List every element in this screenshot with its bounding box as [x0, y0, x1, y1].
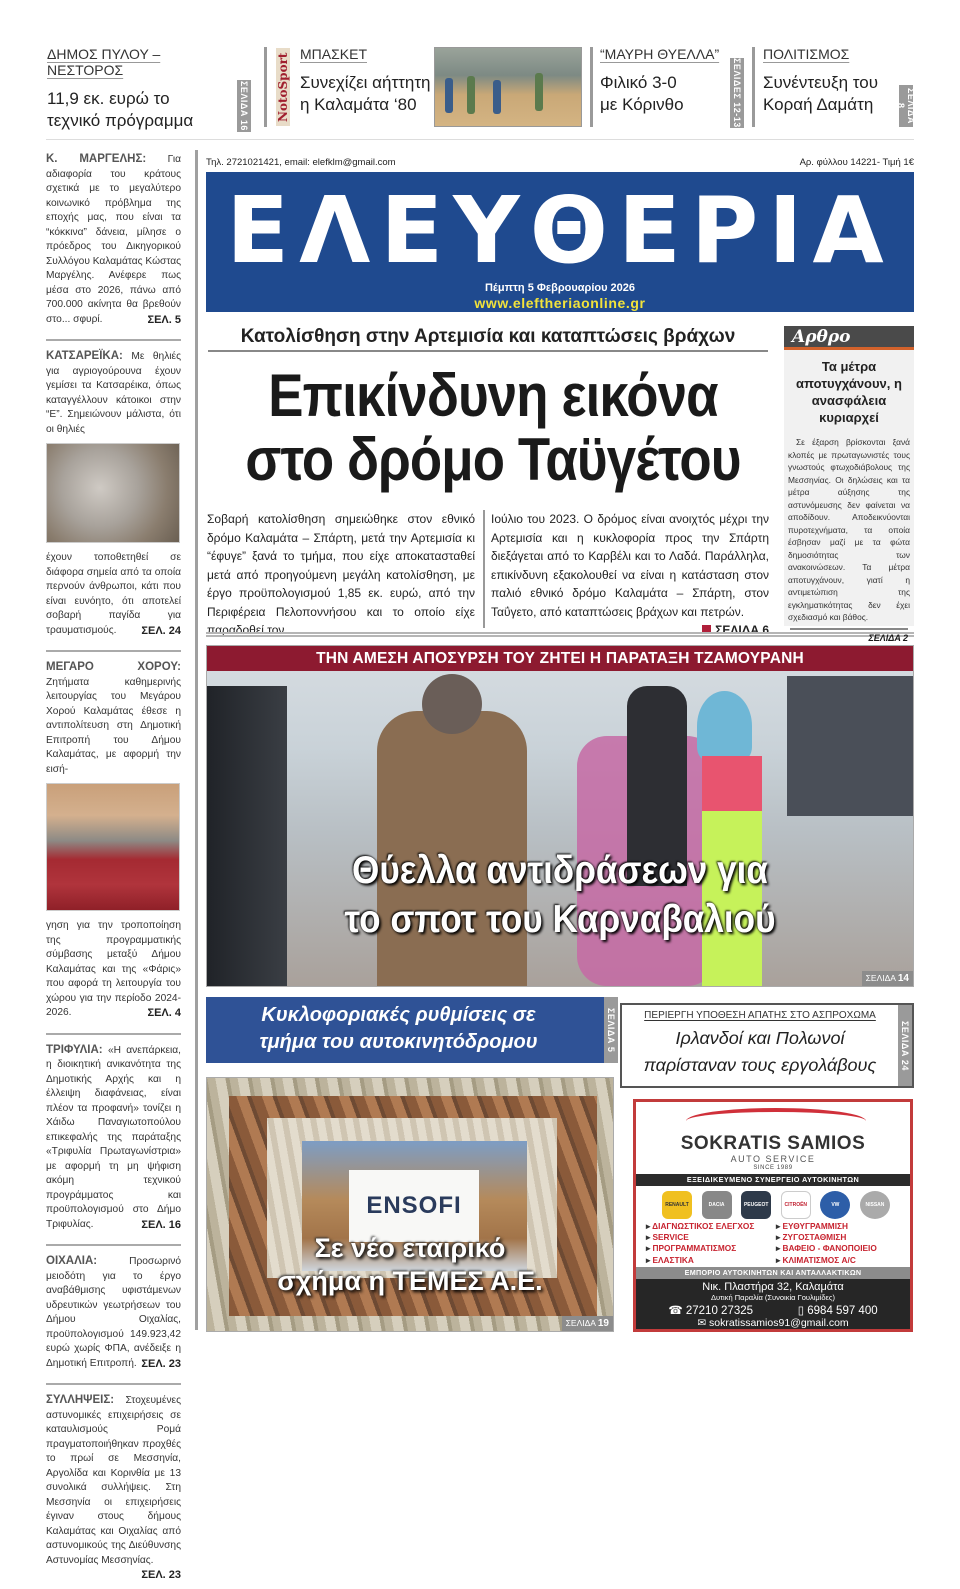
dacia-logo-icon: DACIA — [702, 1191, 732, 1219]
teaser-basket[interactable] — [300, 46, 435, 132]
nissan-logo-icon: NISSAN — [860, 1191, 890, 1219]
story-banner: ΤΗΝ ΑΜΕΣΗ ΑΠΟΣΥΡΣΗ ΤΟΥ ΖΗΤΕΙ Η ΠΑΡΑΤΑΞΗ ΤΖΑΜΟΥΡΑΝΗ — [207, 646, 913, 671]
news-briefs-column — [46, 152, 181, 1589]
teaser-title: Συνέντευξη του Κοραή Δαμάτη — [763, 73, 878, 114]
basketball-photo — [434, 47, 582, 127]
man-head-shape — [422, 674, 482, 734]
page-tab: ΣΕΛΙΔΑ 16 — [239, 81, 249, 131]
divider — [46, 650, 181, 652]
brief-item[interactable]: ΚΑΤΣΑΡΕΪΚΑ: Με θηλιές για αγριογούρουνα έχουν γεμίσει τα Κατσαρέικα, όπως καταγγέλλουν κάτοικοι στην “Ε”. Σημειώνουν μάλιστα, ότι οι θηλιές έχουν τοποθετηθεί σε διάφορα σημεία από τα οποία περνούν άνθρωποι, κάτι που είναι ευνόητο, ότι αποτελεί σοβαρή παγίδα για τραυματισμούς. ΣΕΛ. 24 — [46, 350, 181, 637]
divider — [46, 1244, 181, 1246]
car-brand-logos — [662, 1191, 890, 1219]
page-tab: ΣΕΛΙΔΑ 24 — [898, 1005, 912, 1086]
ad-specialty: ΕΞΕΙΔΙΚΕΥΜΕΝΟ ΣΥΝΕΡΓΕΙΟ ΑΥΤΟΚΙΝΗΤΩΝ — [636, 1174, 910, 1186]
ad-address-detail: Δυτική Παραλία (Συνοικία Γουλιμίδες) — [710, 1293, 836, 1302]
lead-kicker: Κατολίσθηση στην Αρτεμισία και καταπτώσεις βράχων — [208, 326, 768, 352]
page-ref: ΣΕΛΙΔΑ 19 — [562, 1316, 613, 1331]
citroen-logo-icon: CITROËN — [781, 1191, 811, 1219]
car-swoosh-icon — [686, 1108, 866, 1134]
woman-top-shape — [702, 756, 762, 811]
teaser-pylos[interactable] — [47, 46, 227, 132]
newspaper-logo: ΕΛΕΥΘΕΡΙΑ — [226, 177, 894, 284]
woman-hair-shape — [697, 691, 752, 761]
renault-logo-icon: RENAULT — [662, 1191, 692, 1219]
traffic-story[interactable] — [206, 997, 616, 1063]
auto-service-ad[interactable] — [633, 1099, 913, 1332]
page-ref: ΣΕΛΙΔΑ 14 — [862, 971, 913, 986]
page-ref[interactable]: ΣΕΛΙΔΑ 6 — [702, 621, 769, 640]
ad-address: Νικ. Πλαστήρα 32, Καλαμάτα — [702, 1281, 844, 1293]
vw-logo-icon: VW — [820, 1191, 850, 1219]
ad-email[interactable]: ✉ sokratissamios91@gmail.com — [697, 1317, 849, 1329]
ad-mobile[interactable]: ▯ 6984 597 400 — [797, 1305, 878, 1317]
teaser-politismos[interactable] — [763, 46, 893, 132]
boar-trap-photo — [46, 443, 180, 543]
lead-body-col1: Σοβαρή κατολίσθηση σημειώθηκε στον εθνικό δρόμο Καλαμάτα – Σπάρτη, μετά την Αρτεμισία κι “έφυγε” ξανά το τμήμα, που είχε αποκατασταθεί μετά από προηγούμενη μεγάλη κατολίσθηση, με έργο προϋπολογισμού 1,85 εκ. ευρώ, από την Περιφέρεια Πελοποννήσου και το οποίο είχε παραδοθεί τον — [207, 512, 475, 637]
lead-headline[interactable]: Επικίνδυνη εικόνα στο δρόμο Ταϋγέτου — [245, 362, 741, 493]
column-rule — [195, 150, 198, 1330]
page-tab: ΣΕΛΙΔΑ 5 — [604, 997, 618, 1063]
divider — [46, 1033, 181, 1035]
temes-caption: Σε νέο εταιρικό σχήμα η ΤΕΜΕΣ Α.Ε. — [277, 1233, 543, 1296]
lead-body-col2: Ιούλιο του 2023. Ο δρόμος είναι ανοιχτός μέχρι την Αρτεμισία και η κυκλοφορία προς την Σπάρτη διεξάγεται από το Καρβέλι και το Λαδά. Παράλληλα, επικίνδυνη εξακολουθεί να είναι η κατάσταση στον παλιό εθνικό δρόμο Καλαμάτα – Σπάρτη, στον Ταΰγετο, από καταπτώσεις βράχων και πετρών. ΣΕΛΙΔΑ 6 — [491, 510, 769, 640]
peugeot-logo-icon: PEUGEOT — [741, 1191, 771, 1219]
ad-since: SINCE 1989 — [753, 1165, 793, 1171]
article-label: Αρθρο — [784, 326, 914, 350]
teaser-kicker: ΠΟΛΙΤΙΣΜΟΣ — [763, 46, 850, 62]
teaser-kicker: ΔΗΜΟΣ ΠΥΛΟΥ – ΝΕΣΤΟΡΟΣ — [47, 46, 161, 78]
ad-trade: ΕΜΠΟΡΙΟ ΑΥΤΟΚΙΝΗΤΩΝ ΚΑΙ ΑΝΤΑΛΛΑΚΤΙΚΩΝ — [636, 1267, 910, 1279]
mail-icon: ✉ — [697, 1317, 710, 1329]
fraud-title: Ιρλανδοί και Πολωνοί παρίσταναν τους εργολάβους — [643, 1028, 877, 1075]
opinion-article[interactable] — [784, 326, 914, 643]
divider — [46, 139, 914, 140]
page-ref: ΣΕΛΙΔΑ 2 — [790, 628, 908, 643]
fraud-story[interactable] — [620, 1003, 914, 1088]
page-tab: ΣΕΛΙΔΑ 8 — [899, 85, 913, 127]
divider — [46, 1383, 181, 1385]
brief-item[interactable]: ΜΕΓΑΡΟ ΧΟΡΟΥ: Ζητήματα καθημερινής λειτουργίας του Μεγάρου Χορού Καλαμάτας έθεσε η αντιπολίτευση στη Δημοτική Επιτροπή του Δήμου Καλαμάτας, με αφορμή την εισή- γηση για την τροποποίηση της προγραμματικής σύμβασης μεταξύ Δήμου Καλαμάτας και της «Φάρις» που αφορά τη λειτουργία του χώρου για την περίοδο 2024-2026. ΣΕΛ. 4 — [46, 661, 181, 1019]
divider — [752, 47, 755, 127]
divider — [264, 47, 267, 127]
ad-subtitle: AUTO SERVICE — [730, 1154, 816, 1164]
contact-info: Τηλ. 2721021421, email: elefklm@gmail.com — [206, 157, 396, 168]
brief-item[interactable]: ΣΥΛΛΗΨΕΙΣ: Στοχευμένες αστυνομικές επιχειρήσεις σε καταυλισμούς Ρομά πραγματοποιήθηκαν προχθές το πρωί σε Μεσσηνία, Αργολίδα και Κορινθία με 13 συνολικά συλλήψεις. Στη Μεσσηνία οι επιχειρήσεις έγιναν στους δήμους Καλαμάτας και Οιχαλίας από αστυνομικούς της Διεύθυνσης Αστυνομίας Μεσσηνίας. ΣΕΛ. 23 — [46, 1394, 181, 1581]
divider — [590, 47, 593, 127]
brief-item[interactable]: Κ. ΜΑΡΓΕΛΗΣ: Για αδιαφορία του κράτους σχετικά με το μεγαλύτερο κοινωνικό πρόβλημα της εποχής μας, που είναι τα “κόκκινα” δάνεια, μίλησε ο πρόεδρος του Δικηγορικού Συλλόγου Καλαμάτας Κώστας Μαργέλης. Ανέφερε πως μέσα στο 2026, πάνω από 700.000 ακίνητα θα βρεθούν στο... σφυρί. ΣΕΛ. 5 — [46, 153, 181, 326]
ad-phone[interactable]: ☎ 27210 27325 — [668, 1305, 754, 1317]
website-link[interactable]: www.eleftheriaonline.gr — [474, 295, 646, 311]
carnival-spot-story[interactable] — [206, 645, 914, 987]
ensofi-logo: ENSOFI — [349, 1170, 479, 1242]
mobile-icon: ▯ — [797, 1305, 808, 1317]
issue-date: Πέμπτη 5 Φεβρουαρίου 2026 — [484, 282, 636, 294]
teaser-title: Φιλικό 3-0 με Κόρινθο — [600, 73, 684, 114]
masthead — [206, 172, 914, 312]
phone-icon: ☎ — [668, 1305, 686, 1317]
teaser-title: 11,9 εκ. ευρώ το τεχνικό πρόγραμμα — [47, 89, 194, 130]
fraud-kicker: ΠΕΡΙΕΡΓΗ ΥΠΟΘΕΣΗ ΑΠΑΤΗΣ ΣΤΟ ΑΣΠΡΟΧΩΜΑ — [644, 1010, 876, 1021]
story-caption: Θύελλα αντιδράσεων για το σποτ του Καρναβαλιού — [344, 849, 776, 941]
teaser-title: Συνεχίζει αήττητη η Καλαμάτα ‘80 — [300, 73, 431, 114]
traffic-title: Κυκλοφοριακές ρυθμίσεις σε τμήμα του αυτοκινητόδρομου — [259, 1004, 538, 1053]
ship-shape — [787, 676, 914, 816]
divider — [46, 339, 181, 341]
ad-contact — [636, 1279, 910, 1329]
issue-info: Αρ. φύλλου 14221- Τιμή 1€ — [799, 157, 914, 168]
column-rule — [483, 510, 485, 628]
temes-story[interactable] — [206, 1077, 614, 1332]
article-title: Τα μέτρα αποτυγχάνουν, η ανασφάλεια κυριαρχεί — [796, 359, 902, 425]
teaser-mavri-thyella[interactable] — [600, 46, 730, 132]
article-body: Σε έξαρση βρίσκονται ξανά κλοπές με πρωταγωνιστές τους γνωστούς φτωχοδιάβολους της Μεσσηνίας. Οι δηλώσεις και τα μέτρα αύξησης της αστυνόμευσης δεν φαίνεται να αποδίδουν. Αποδεικνύονται πυροτεχνήματα, τα οποία έσβησαν μαζί με τα φώτα δημοσιότητας των ανακοινώσεων. Τα μέτρα αποτυγχάνουν, γιατί η αντιμετώπιση της εγκληματικότητας δεν έχει σχεδιασμό και βάθος. — [788, 437, 910, 622]
brief-item[interactable]: ΤΡΙΦΥΛΙΑ: «Η ανεπάρκεια, η διοικητική ανικανότητα της Δημοτικής Αρχής και η έλλειψη διαφάνειας, είναι πλέον τα προφανή» τονίζει η Χάιδω Παναγιωτοπούλου επικεφαλής της παράταξης «Τριφυλία Πρωταγωνίστρια» με αφορμή τη μη ψήφιση ακόμη τεχνικού προγράμματος και προϋπολογισμού στο Δήμο Τριφυλίας. ΣΕΛ. 16 — [46, 1043, 181, 1231]
ad-brand: SOKRATIS SAMIOS — [680, 1133, 866, 1154]
teaser-kicker: “ΜΑΥΡΗ ΘΥΕΛΛΑ” — [600, 46, 720, 62]
ad-services: ▸ ΔΙΑΓΝΩΣΤΙΚΟΣ ΕΛΕΓΧΟΣ ▸ ΕΥΘΥΓΡΑΜΜΙΣΗ ▸ SERVICE ▸ ΖΥΓΟΣΤΑΘΜΙΣΗ ▸ ΠΡΟΓΡΑΜΜΑΤΙΣΜΟΣ ▸ ΒΑΦΕΙΟ - ΦΑΝΟΠΟΙΕΙΟ ▸ ΕΛΑΣΤΙΚΑ ▸ ΚΛΙΜΑΤΙΣΜΟΣ A/C — [646, 1221, 906, 1266]
teaser-kicker: ΜΠΑΣΚΕΤ — [300, 46, 367, 62]
notosport-logo: NotoSport — [276, 48, 290, 126]
dance-hall-photo — [46, 783, 180, 911]
brief-item[interactable]: ΟΙΧΑΛΙΑ: Προσωρινό μειοδότη για το έργο αναβάθμισης υφιστάμενων υδρευτικών γεωτρήσεων του Δήμου Οιχαλίας, προϋπολογισμού 149.923,42 ευρώ χωρίς ΦΠΑ, ανέδειξε η Δημοτική Επιτροπή. ΣΕΛ. 23 — [46, 1255, 181, 1370]
page-tab: ΣΕΛΙΔΕΣ 12-13 — [732, 58, 742, 128]
